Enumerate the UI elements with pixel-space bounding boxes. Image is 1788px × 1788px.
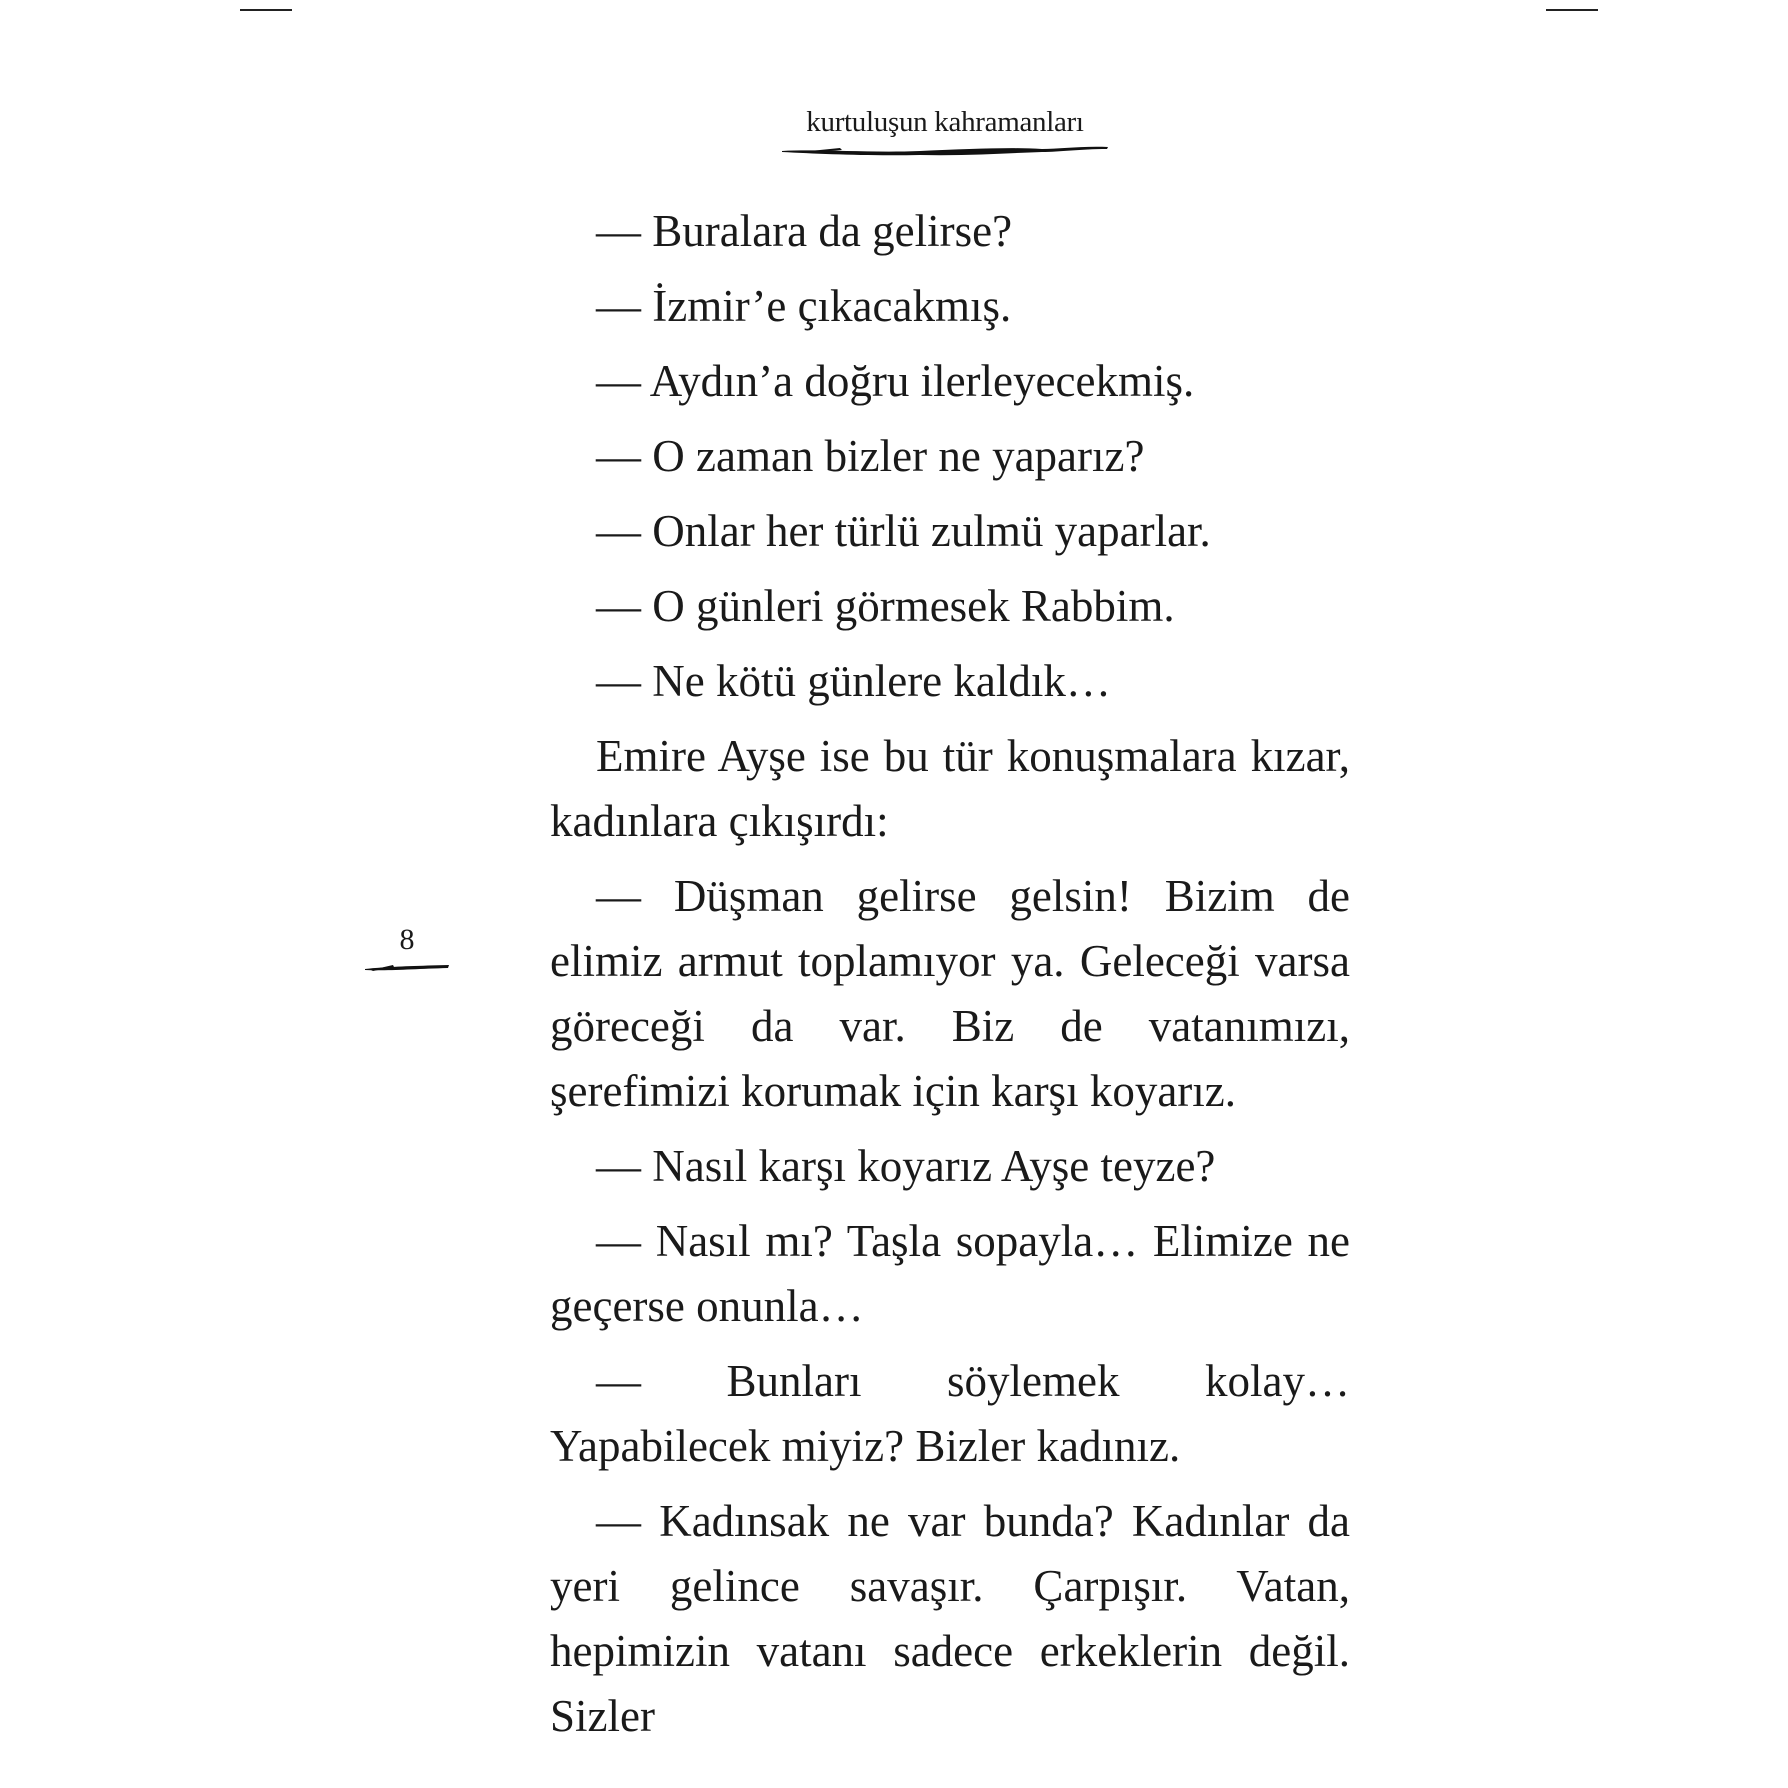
page-number: 8 (399, 923, 415, 956)
dialog-line: — Ne kötü günlere kaldık… (596, 656, 1111, 706)
narrative-paragraph: Emire Ayşe ise bu tür konuşmalara kızar, kadınlara çıkışırdı: (550, 731, 1350, 846)
page-number-brush-stroke (363, 961, 451, 973)
crop-mark-right (1546, 9, 1598, 11)
dialog-line: — Buralara da gelirse? (596, 206, 1013, 256)
brush-stroke-ornament (780, 143, 1110, 157)
body-text (550, 199, 1350, 1759)
dialog-line: — Aydın’a doğru ilerleyecekmiş. (596, 356, 1195, 406)
dialog-paragraph: — Nasıl mı? Taşla sopayla… Elimize ne geçerse onunla… (550, 1216, 1350, 1331)
dialog-line: — İzmir’e çıkacakmış. (596, 281, 1012, 331)
dialog-line: — O günleri görmesek Rabbim. (596, 581, 1175, 631)
running-head (700, 108, 1190, 157)
dialog-line: — Onlar her türlü zulmü yaparlar. (596, 506, 1211, 556)
page-number-block (360, 925, 454, 973)
dialog-paragraph: — Düşman gelirse gelsin! Bizim de elimiz armut toplamıyor ya. Geleceği varsa göreceği da var. Biz de vatanımızı, şerefimizi korumak için karşı koyarız. (550, 871, 1350, 1116)
running-head-title: kurtuluşun kahramanları (806, 106, 1084, 138)
crop-mark-left (240, 9, 292, 11)
dialog-paragraph: — Kadınsak ne var bunda? Kadınlar da yeri gelince savaşır. Çarpışır. Vatan, hepimizin vatanı sadece erkeklerin değil. Sizler (550, 1496, 1350, 1741)
dialog-line: — O zaman bizler ne yaparız? (596, 431, 1145, 481)
dialog-paragraph: — Bunları söylemek kolay… Yapabilecek miyiz? Bizler kadınız. (550, 1356, 1350, 1471)
dialog-line: — Nasıl karşı koyarız Ayşe teyze? (596, 1141, 1216, 1191)
